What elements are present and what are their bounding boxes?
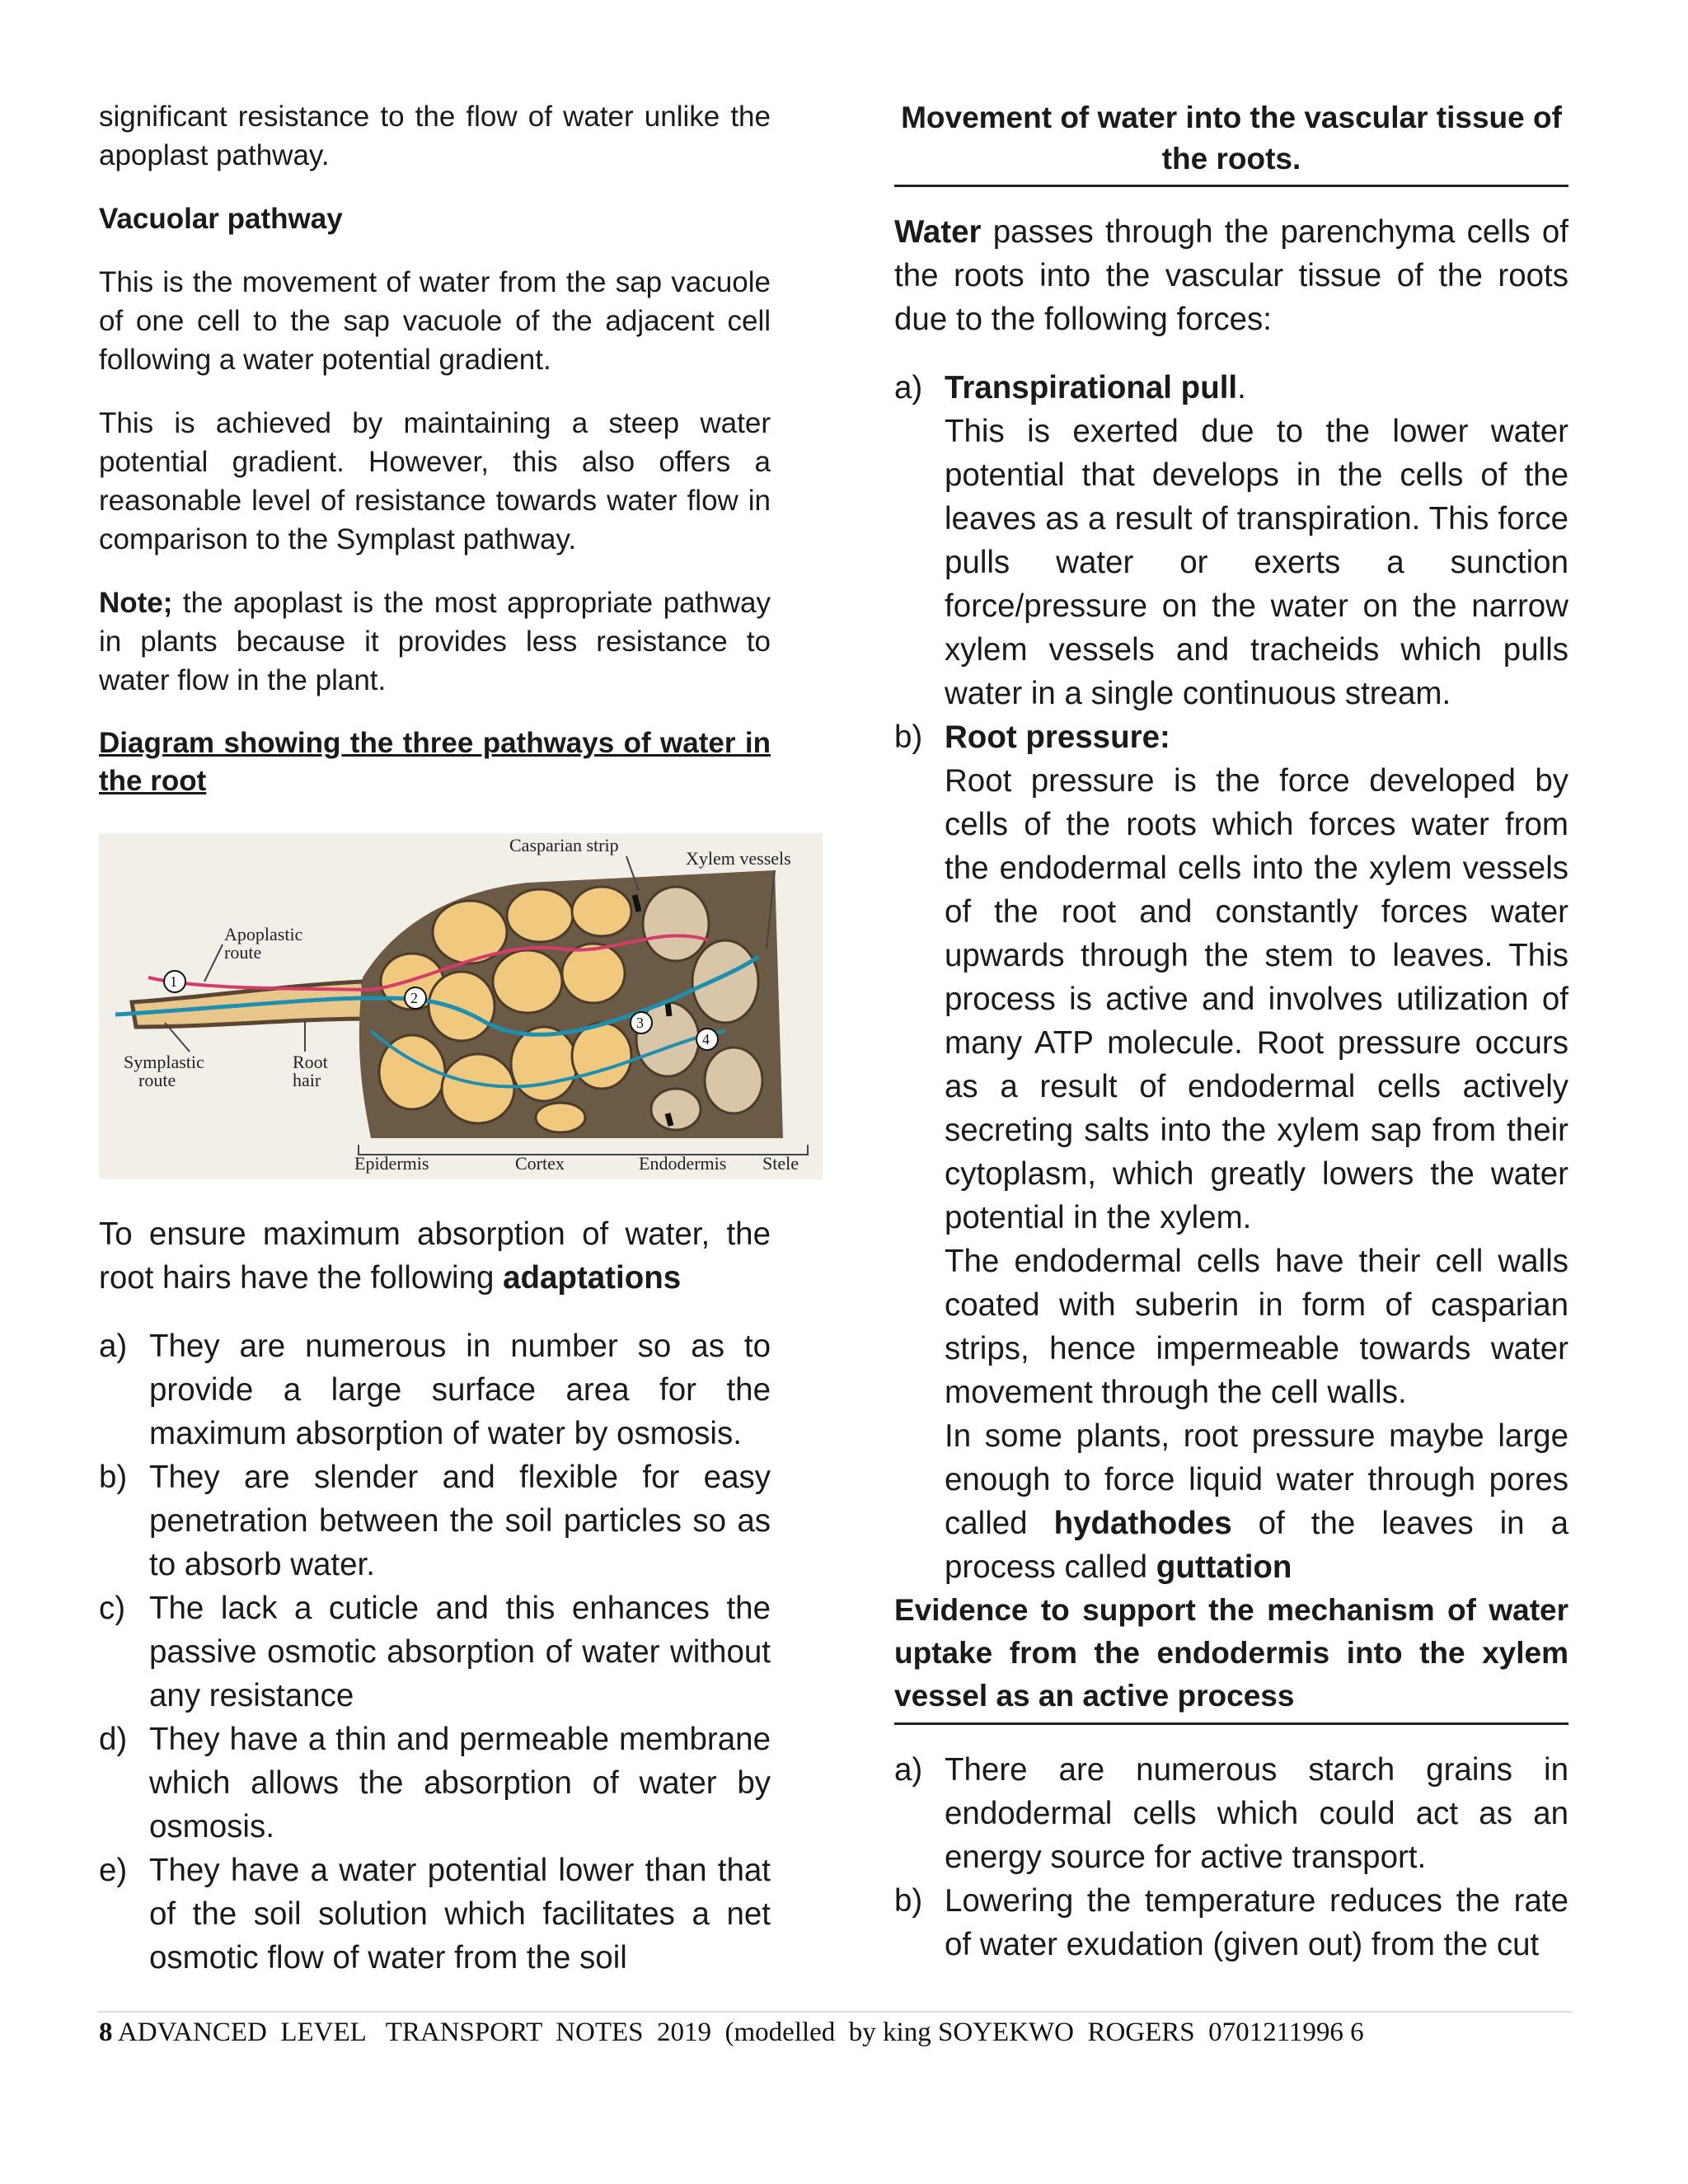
list-item-content bbox=[945, 366, 1568, 715]
marker-1: 1 bbox=[170, 973, 177, 990]
section-title-block bbox=[894, 97, 1568, 187]
intro-text: passes through the parenchyma cells of the roots into the vascular tissue of the roots due to the following forces: bbox=[894, 214, 1568, 337]
paragraph-forces-intro bbox=[894, 210, 1568, 341]
guttation-text-2: of the leaves in a process called bbox=[945, 1506, 1568, 1585]
marker-4: 4 bbox=[702, 1031, 710, 1047]
label-root-1: Root bbox=[293, 1052, 328, 1072]
list-item-label: a) bbox=[99, 1329, 128, 1364]
footer-divider bbox=[97, 2011, 1573, 2013]
adaptations-bold: adaptations bbox=[503, 1260, 682, 1296]
list-item-label: c) bbox=[99, 1591, 126, 1626]
list-item bbox=[894, 1879, 1568, 1966]
list-item bbox=[99, 1455, 771, 1586]
heading-vacuolar-pathway: Vacuolar pathway bbox=[99, 203, 343, 235]
list-item-text: They have a thin and permeable membrane which allows the absorption of water by osmosis. bbox=[149, 1722, 771, 1844]
list-item-transpirational-pull bbox=[894, 366, 1568, 715]
list-item bbox=[99, 1586, 771, 1718]
label-endodermis: Endodermis bbox=[639, 1153, 727, 1174]
list-item-content bbox=[945, 715, 1568, 1589]
label-xylem-vessels: Xylem vessels bbox=[686, 848, 791, 869]
marker-2: 2 bbox=[410, 990, 418, 1006]
right-column bbox=[894, 97, 1568, 1966]
list-item-label: b) bbox=[99, 1460, 128, 1495]
list-item-text: They have a water potential lower than that of the soil solution which facilitates a net osmotic flow of water from the soil bbox=[149, 1853, 771, 1975]
footer-text: ADVANCED LEVEL TRANSPORT NOTES 2019 (modelled by king SOYEKWO ROGERS 0701211996 6 bbox=[112, 2018, 1364, 2047]
force-title: Transpirational pull bbox=[945, 370, 1238, 405]
adaptations-intro-text: To ensure maximum absorption of water, the root hairs have the following bbox=[99, 1216, 771, 1296]
list-item-root-pressure bbox=[894, 715, 1568, 1589]
hydathodes-bold: hydathodes bbox=[1053, 1506, 1232, 1541]
evidence-title: Evidence to support the mechanism of water uptake from the endodermis into the xylem vessel as an active process bbox=[894, 1593, 1568, 1713]
label-epidermis: Epidermis bbox=[354, 1153, 429, 1174]
list-item-label: d) bbox=[99, 1722, 128, 1757]
marker-3: 3 bbox=[636, 1015, 644, 1031]
diagram-svg bbox=[99, 833, 823, 1179]
section-title: Movement of water into the vascular tissue of the roots. bbox=[901, 101, 1562, 176]
label-cortex: Cortex bbox=[515, 1153, 565, 1174]
force-title: Root pressure: bbox=[945, 719, 1170, 755]
left-column bbox=[99, 97, 799, 1980]
label-symplastic-2: route bbox=[138, 1070, 176, 1090]
paragraph-note bbox=[99, 583, 771, 700]
note-label: Note; bbox=[99, 587, 173, 619]
intro-bold-water: Water bbox=[894, 214, 982, 250]
root-pathways-diagram bbox=[99, 833, 823, 1179]
adaptations-list bbox=[99, 1324, 771, 1980]
list-item-label: b) bbox=[894, 1883, 923, 1919]
list-item-label: e) bbox=[99, 1853, 128, 1888]
list-item-label: a) bbox=[894, 370, 923, 405]
paragraph-vacuolar-definition: This is the movement of water from the sap vacuole of one cell to the sap vacuole of the adjacent cell following a water potential gradient. bbox=[99, 266, 771, 376]
paragraph-intro: significant resistance to the flow of water unlike the apoplast pathway. bbox=[99, 101, 771, 171]
diagram-heading: Diagram showing the three pathways of water in the root bbox=[99, 727, 771, 797]
label-root-2: hair bbox=[293, 1070, 321, 1090]
note-text: the apoplast is the most appropriate pathway in plants because it provides less resistance to water flow in the plant. bbox=[99, 587, 771, 696]
label-casparian-strip: Casparian strip bbox=[509, 835, 619, 855]
list-item bbox=[99, 1324, 771, 1455]
paragraph-adaptations-intro bbox=[99, 1212, 771, 1300]
guttation-text-1: In some plants, root pressure maybe large enough to force liquid water through pores called bbox=[945, 1418, 1568, 1541]
list-item bbox=[99, 1718, 771, 1849]
guttation-paragraph bbox=[945, 1418, 1568, 1585]
force-body: This is exerted due to the lower water potential that develops in the cells of the leaves as a result of transpiration. This force pulls water or exerts a sunction force/pressure on the water on the narrow xylem vessels and tracheids which pulls water in a single continuous stream. bbox=[945, 414, 1568, 711]
label-symplastic-1: Symplastic bbox=[124, 1052, 204, 1072]
force-title-suffix: . bbox=[1237, 370, 1246, 405]
list-item-text: Lowering the temperature reduces the rate of water exudation (given out) from the cut bbox=[945, 1883, 1568, 1962]
list-item bbox=[894, 1748, 1568, 1879]
evidence-title-block bbox=[894, 1589, 1568, 1725]
list-item-text: They are numerous in number so as to provide a large surface area for the maximum absorption of water by osmosis. bbox=[149, 1329, 771, 1451]
paragraph-vacuolar-gradient: This is achieved by maintaining a steep water potential gradient. However, this also offers a reasonable level of resistance towards water flow in comparison to the Symplast pathway. bbox=[99, 407, 771, 555]
list-item-label: b) bbox=[894, 719, 923, 755]
page-number: 8 bbox=[99, 2018, 113, 2047]
list-item-label: a) bbox=[894, 1752, 923, 1788]
label-stele: Stele bbox=[762, 1153, 799, 1174]
evidence-list bbox=[894, 1748, 1568, 1966]
force-body: Root pressure is the force developed by cells of the roots which forces water from the endodermal cells into the xylem vessels of the root and constantly forces water upwards through the stem to leaves. This process is active and involves utilization of many ATP molecule. Root pressure occurs as a result of endodermal cells actively secreting salts into the xylem sap from their cytoplasm, which greatly lowers the water potential in the xylem. bbox=[945, 763, 1568, 1235]
force-body-2: The endodermal cells have their cell walls coated with suberin in form of casparian strips, hence impermeable towards water movement through the cell walls. bbox=[945, 1244, 1568, 1410]
list-item-text: They are slender and flexible for easy penetration between the soil particles so as to absorb water. bbox=[149, 1460, 771, 1582]
guttation-bold: guttation bbox=[1156, 1549, 1292, 1585]
list-item bbox=[99, 1849, 771, 1980]
page-footer bbox=[99, 2018, 1364, 2048]
forces-list bbox=[894, 366, 1568, 1589]
list-item-text: There are numerous starch grains in endodermal cells which could act as an energy source for active transport. bbox=[945, 1752, 1568, 1875]
label-apoplastic-1: Apoplastic bbox=[224, 924, 303, 944]
label-apoplastic-2: route bbox=[224, 942, 262, 963]
list-item-text: The lack a cuticle and this enhances the passive osmotic absorption of water without any resistance bbox=[149, 1591, 771, 1713]
